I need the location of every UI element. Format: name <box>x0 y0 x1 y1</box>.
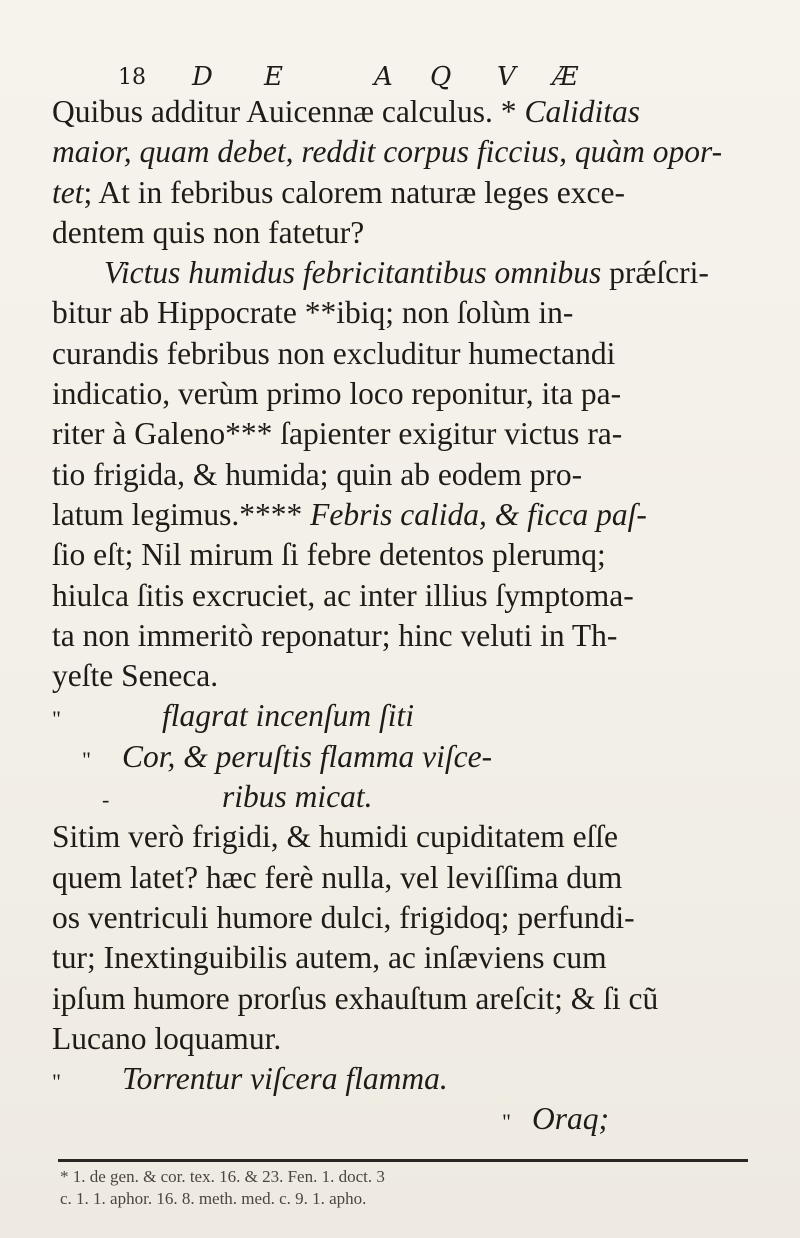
main-text <box>52 92 752 1140</box>
text-line <box>52 616 752 656</box>
verse-mark: - <box>102 787 110 813</box>
text-line <box>52 253 752 293</box>
text-line <box>52 938 752 978</box>
verse-line <box>52 737 752 777</box>
text-line <box>52 1019 752 1059</box>
text-run: latum legimus.**** <box>52 496 311 532</box>
footnote-divider <box>58 1159 748 1162</box>
text-line <box>52 495 752 535</box>
text-line <box>52 455 752 495</box>
text-run: Lucano loquamur. <box>52 1020 282 1056</box>
text-run-italic: Victus humidus febricitantibus omnibus <box>104 255 602 291</box>
text-line <box>52 213 752 253</box>
text-line <box>52 979 752 1019</box>
footnote-line: c. 1. 1. aphor. 16. 8. meth. med. c. 9. 1. apho. <box>60 1189 367 1208</box>
verse-mark: " <box>82 746 91 772</box>
text-line <box>52 92 752 132</box>
verse-mark: " <box>52 1069 61 1095</box>
text-run: os ventriculi humore dulci, frigidoq; perfundi- <box>52 899 635 935</box>
text-run: tio frigida, & humida; quin ab eodem pro- <box>52 456 583 492</box>
verse-text: flagrat incenſum ſiti <box>162 698 414 734</box>
text-line <box>52 576 752 616</box>
text-run: prǽſcri- <box>601 255 709 291</box>
header-letter: Æ <box>552 62 579 92</box>
text-line <box>52 374 752 414</box>
footnotes <box>60 1166 750 1210</box>
text-run: indicatio, verùm primo loco reponitur, ita pa- <box>52 376 622 412</box>
text-run: Quibus additur Auicennæ calculus. * <box>52 94 525 129</box>
text-line <box>52 535 752 575</box>
text-line <box>52 656 752 696</box>
text-run: dentem quis non fatetur? <box>52 214 365 250</box>
text-run: hiulca ſitis excruciet, ac inter illius ſymptoma- <box>52 577 634 613</box>
text-run: ſio eſt; Nil mirum ſi febre detentos plerumq; <box>52 537 606 573</box>
text-run: yeſte Seneca. <box>52 658 219 694</box>
header-letter: Q <box>430 62 452 92</box>
verse-mark: " <box>502 1109 511 1135</box>
text-line <box>52 817 752 857</box>
text-line <box>52 414 752 454</box>
text-run-italic: tet <box>52 174 84 210</box>
page-number: 18 <box>118 65 146 90</box>
text-line <box>52 858 752 898</box>
verse-line <box>52 1099 752 1139</box>
verse-text: Torrentur viſcera flamma. <box>122 1061 448 1097</box>
header-letter: A <box>374 62 393 92</box>
header-letter: V <box>497 62 516 92</box>
text-run: tur; Inextinguibilis autem, ac inſæviens cum <box>52 940 607 976</box>
verse-line <box>52 777 752 817</box>
text-run: bitur ab Hippocrate **ibiq; non ſolùm in- <box>52 295 574 331</box>
verse-text: Oraq; <box>532 1101 609 1137</box>
verse-text: Cor, & peruſtis flamma viſce- <box>122 738 493 774</box>
text-run-italic: maior, quam debet, reddit corpus ficcius, quàm opor- <box>52 134 723 170</box>
text-line <box>52 293 752 333</box>
verse-text: ribus micat. <box>222 779 373 815</box>
running-header <box>112 62 712 96</box>
text-line <box>52 898 752 938</box>
text-line <box>52 132 752 172</box>
text-run: ta non immeritò reponatur; hinc veluti in Th- <box>52 617 618 653</box>
text-run: ; At in febribus calorem naturæ leges exce- <box>83 174 625 210</box>
header-letter: D <box>192 62 213 92</box>
verse-line <box>52 1059 752 1099</box>
verse-mark: " <box>52 706 61 732</box>
text-run-italic: Febris calida, & ficca paſ- <box>310 496 647 532</box>
text-line <box>52 173 752 213</box>
text-run-italic: Caliditas <box>524 94 640 129</box>
text-run: quem latet? hæc ferè nulla, vel leviſſima dum <box>52 859 623 895</box>
text-line <box>52 334 752 374</box>
text-run: Sitim verò frigidi, & humidi cupiditatem eſſe <box>52 819 619 855</box>
text-run: curandis febribus non excluditur humectandi <box>52 335 616 371</box>
footnote-line: * 1. de gen. & cor. tex. 16. & 23. Fen. 1. doct. 3 <box>60 1167 385 1186</box>
text-run: ipſum humore prorſus exhauſtum areſcit; & ſi cũ <box>52 980 659 1016</box>
text-run: riter à Galeno*** ſapienter exigitur victus ra- <box>52 416 623 452</box>
header-letter: E <box>264 62 283 92</box>
verse-line <box>52 696 752 736</box>
